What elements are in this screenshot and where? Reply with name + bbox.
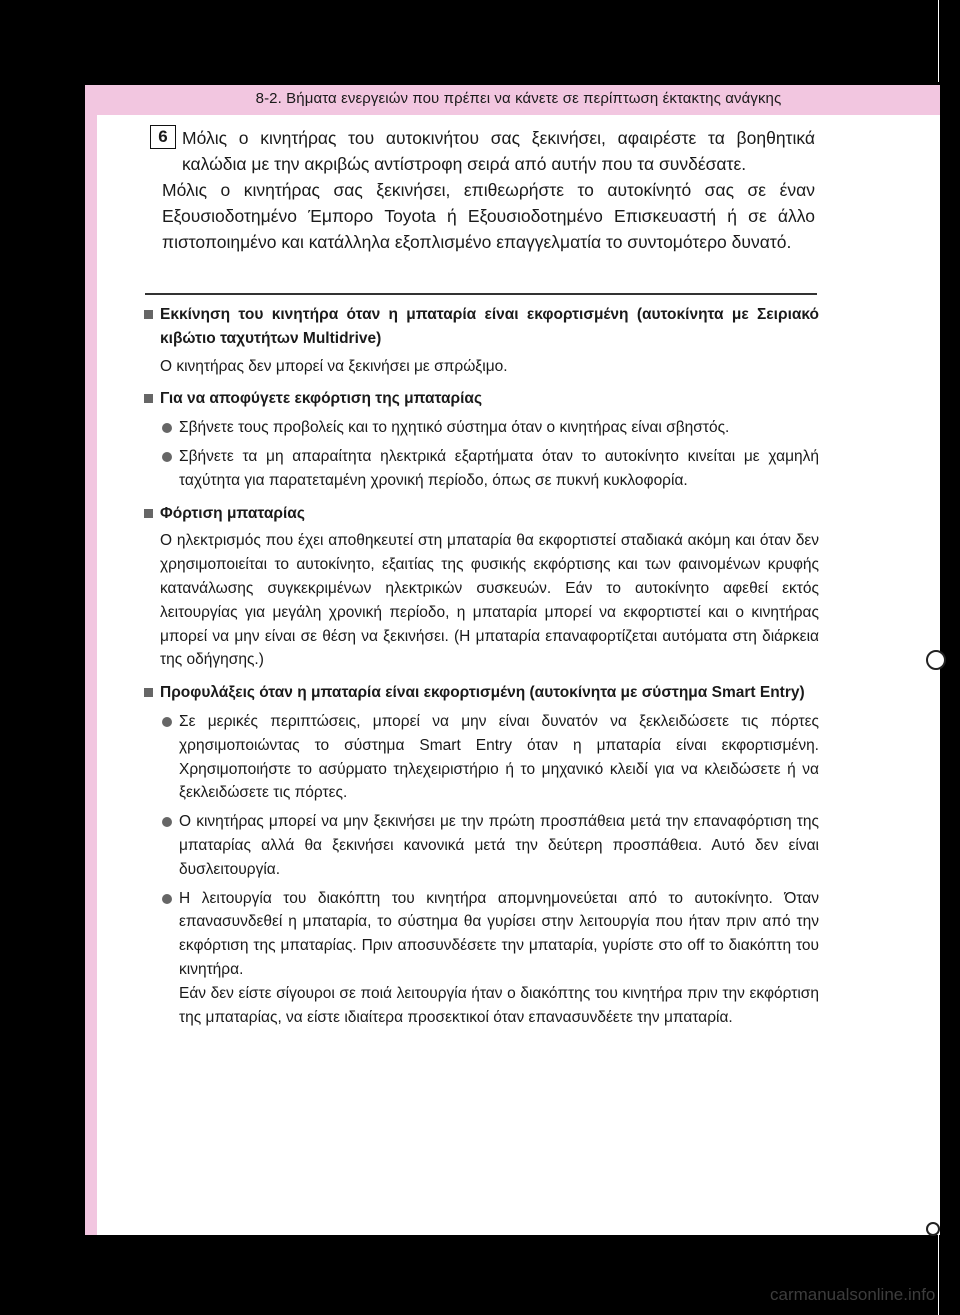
list-item-continuation: Εάν δεν είστε σίγουροι σε ποιά λειτουργία ήταν ο διακόπτης του κινητήρα πριν την εκφόρτιση της μπαταρίας, να είστε ιδιαίτερα προσεκτικοί όταν επανασυνδέετε την μπαταρία. [179,984,819,1026]
header-strip [97,85,940,115]
list-item: Σβήνετε τους προβολείς και το ηχητικό σύστημα όταν ο κινητήρας είναι σβηστός. [143,416,819,440]
registration-mark-icon [926,1222,940,1236]
manual-page [85,85,940,1235]
square-bullet-icon [144,310,153,319]
section-title-jump-start-multidrive: Εκκίνηση του κινητήρα όταν η μπαταρία είναι εκφορτισμένη (αυτοκίνητα με Σειριακό κιβώτιο ταχυτήτων Multidrive) [143,303,819,351]
section-divider [145,293,817,295]
step-text: Μόλις ο κινητήρας του αυτοκινήτου σας ξεκινήσει, αφαιρέστε τα βοηθητικά καλώδια με την ακριβώς αντίστροφη σειρά από αυτήν που τα συνδέσατε. [182,128,815,174]
chapter-header: 8-2. Βήματα ενεργειών που πρέπει να κάνετε σε περίπτωση έκτακτης ανάγκης [255,90,782,107]
round-bullet-icon [162,452,172,462]
registration-mark-icon [926,650,946,670]
square-bullet-icon [144,688,153,697]
round-bullet-icon [162,894,172,904]
crop-mark [938,0,939,82]
watermark-text: carmanualsonline.info [770,1285,936,1304]
square-bullet-icon [144,509,153,518]
notes-content [143,300,819,1029]
step-number-badge: 6 [150,125,176,149]
round-bullet-icon [162,817,172,827]
step-paragraph: Μόλις ο κινητήρας σας ξεκινήσει, επιθεωρήστε το αυτοκίνητό σας σε έναν Εξουσιοδοτημένο Έμπορο Toyota ή Εξουσιοδοτημένο Επισκευαστή ή σε άλλο πιστοποιημένο και κατάλληλα εξοπλισμένο επαγγελματία το συντομότερο δυνατό. [162,180,815,252]
square-bullet-icon [144,394,153,403]
section-body: Ο ηλεκτρισμός που έχει αποθηκευτεί στη μπαταρία θα εκφορτιστεί σταδιακά ακόμη και όταν δεν χρησιμοποιείται το αυτοκίνητο, εξαιτίας της φυσικής εκφόρτισης και των φαινομένων κρυφής κατανάλωσης συγκεκριμένων ηλεκτρικών συσκευών. Εάν το αυτοκίνητο αφεθεί εκτός λειτουργίας για μεγάλη χρονική περίοδο, η μπαταρία μπορεί να εκφορτιστεί και ο κινητήρας μπορεί να μην είναι σε θέση να ξεκινήσει. (Η μπαταρία επαναφορτίζεται αυτόματα στη διάρκεια της οδήγησης.) [160,532,819,669]
round-bullet-icon [162,717,172,727]
section-body: Ο κινητήρας δεν μπορεί να ξεκινήσει με σπρώξιμο. [160,357,508,375]
round-bullet-icon [162,423,172,433]
section-title-prevent-discharge: Για να αποφύγετε εκφόρτιση της μπαταρίας [143,387,819,411]
section-title-battery-charging: Φόρτιση μπαταρίας [143,502,819,526]
section-title-smart-entry-precautions: Προφυλάξεις όταν η μπαταρία είναι εκφορτισμένη (αυτοκίνητα με σύστημα Smart Entry) [143,681,819,705]
list-item: Ο κινητήρας μπορεί να μην ξεκινήσει με την πρώτη προσπάθεια μετά την επαναφόρτιση της μπαταρίας αλλά θα ξεκινήσει κανονικά μετά την δεύτερη προσπάθεια. Αυτό δεν είναι δυσλειτουργία. [143,810,819,881]
crop-mark [938,1180,939,1315]
side-color-bar [85,85,97,1235]
list-item: Σε μερικές περιπτώσεις, μπορεί να μην είναι δυνατόν να ξεκλειδώσετε τις πόρτες χρησιμοποιώντας το σύστημα Smart Entry όταν η μπαταρία είναι εκφορτισμένη. Χρησιμοποιήστε το ασύρματο τηλεχειριστήριο ή το μηχανικό κλειδί για να κλειδώσετε ή να ξεκλειδώσετε τις πόρτες. [143,710,819,805]
list-item: Η λειτουργία του διακόπτη του κινητήρα απομνημονεύεται από το αυτοκίνητο. Όταν επανασυνδεθεί η μπαταρία, το σύστημα θα γυρίσει στην λειτουργία που ήταν πριν από την εκφόρτιση της μπαταρίας. Πριν αποσυνδέσετε την μπαταρία, γυρίστε στο off το διακόπτη του κινητήρα. Εάν δεν είστε σίγουροι σε ποιά λειτουργία ήταν ο διακόπτης του κινητήρα πριν την εκφόρτιση της μπαταρίας, να είστε ιδιαίτερα προσεκτικοί όταν επανασυνδέετε την μπαταρία. [143,887,819,1030]
list-item: Σβήνετε τα μη απαραίτητα ηλεκτρικά εξαρτήματα όταν το αυτοκίνητο κινείται με χαμηλή ταχύτητα για παρατεταμένη χρονική περίοδο, όπως σε πυκνή κυκλοφορία. [143,445,819,493]
